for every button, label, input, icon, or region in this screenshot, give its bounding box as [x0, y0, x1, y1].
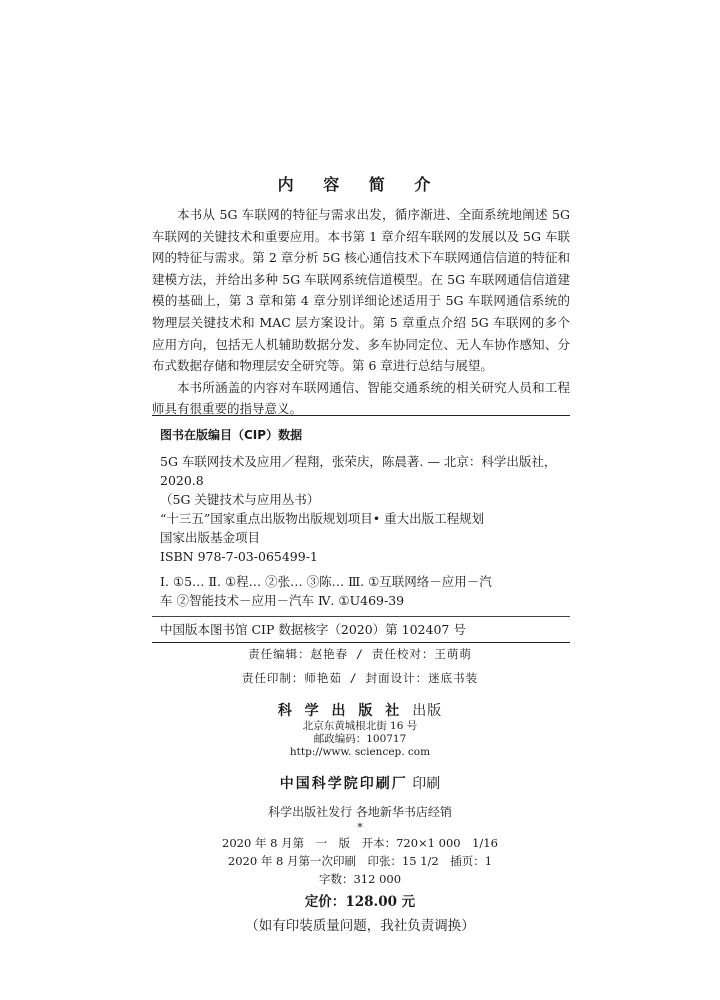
editors-line-2: 责任印制：师艳茹 / 封面设计：迷底书装: [241, 671, 479, 685]
publisher-name: 科 学 出 版 社: [277, 703, 404, 719]
cip-fund: 国家出版基金项目: [160, 530, 261, 545]
edition-line-1: 2020 年 8 月第 一 版 开本：720×1 000 1/16: [222, 836, 498, 850]
price: [0, 890, 720, 910]
quality-notice: （如有印装质量问题，我社负责调换）: [245, 918, 475, 934]
publisher-address: 北京东黄城根北街 16 号: [302, 720, 418, 732]
distribution: 科学出版社发行 各地新华书店经销: [268, 805, 452, 819]
abstract: [152, 204, 570, 420]
printer-suffix: 印刷: [412, 776, 441, 792]
cip-project: “十三五”国家重点出版物出版规划项目• 重大出版工程规划: [160, 511, 485, 526]
cip-citation-line: 5G 车联网技术及应用／程翔，张荣庆，陈晨著. — 北京：科学出版社，: [160, 454, 557, 469]
printer-name: 中国科学院印刷厂: [279, 776, 408, 792]
cip-classification-2: 车 ②智能技术－应用－汽车 Ⅳ. ①U469-39: [160, 593, 405, 608]
publisher-postcode: 邮政编码：100717: [313, 733, 407, 745]
publisher-website: http://www. sciencep. com: [289, 746, 431, 758]
publisher-line: [0, 700, 720, 720]
editors-credits: [0, 642, 720, 690]
cip-isbn: ISBN 978-7-03-065499-1: [160, 549, 318, 564]
cip-body: [152, 446, 570, 614]
cip-record-number: 中国版本图书馆 CIP 数据核字（2020）第 102407 号: [160, 622, 466, 637]
price-label: 定价：: [304, 894, 346, 910]
abstract-paragraph-1: 本书从 5G 车联网的特征与需求出发，循序渐进、全面系统地阐述 5G 车联网的关键技术和重要应用。本书第 1 章介绍车联网的发展以及 5G 车联网的特征与需求。第 2 章分析 5G 核心通信技术下车联网通信信道的特征和建模方法，并给出多种 5G 车联网系统信道模型。在 5G 车联网通信信道建模的基础上，第 3 章和第 4 章分别详细论述适用于 5G 车联网通信系统的物理层关键技术和 MAC 层方案设计。第 5 章重点介绍 5G 车联网的多个应用方向，包括无人机辅助数据分发、多车协同定位、无人车协作感知、分布式数据存储和物理层安全研究等。第 6 章进行总结与展望。: [152, 207, 570, 374]
imprint: [0, 700, 720, 934]
cip-classification-1: Ⅰ. ①5… Ⅱ. ①程… ②张… ③陈… Ⅲ. ①互联网络－应用－汽: [160, 574, 492, 589]
edition-line-2: 2020 年 8 月第一次印刷 印张：15 1/2 插页：1: [227, 854, 493, 868]
price-value: 128.00 元: [345, 894, 416, 910]
editors-line-1: 责任编辑：赵艳春 / 责任校对：王萌萌: [248, 647, 472, 661]
abstract-paragraph-2: 本书所涵盖的内容对车联网通信、智能交通系统的相关研究人员和工程师具有很重要的指导意义。: [152, 379, 570, 417]
cip-data-block: [152, 415, 570, 643]
cip-heading: 图书在版编目（CIP）数据: [160, 428, 303, 442]
printer-line: [0, 773, 720, 793]
abstract-title: 内 容 简 介: [277, 175, 443, 194]
cip-citation-date: 2020.8: [160, 473, 204, 488]
cip-series: （5G 关键技术与应用丛书）: [160, 492, 320, 507]
separator-star: *: [357, 821, 363, 834]
word-count: 字数：312 000: [318, 872, 402, 886]
publisher-suffix: 出版: [412, 703, 443, 719]
